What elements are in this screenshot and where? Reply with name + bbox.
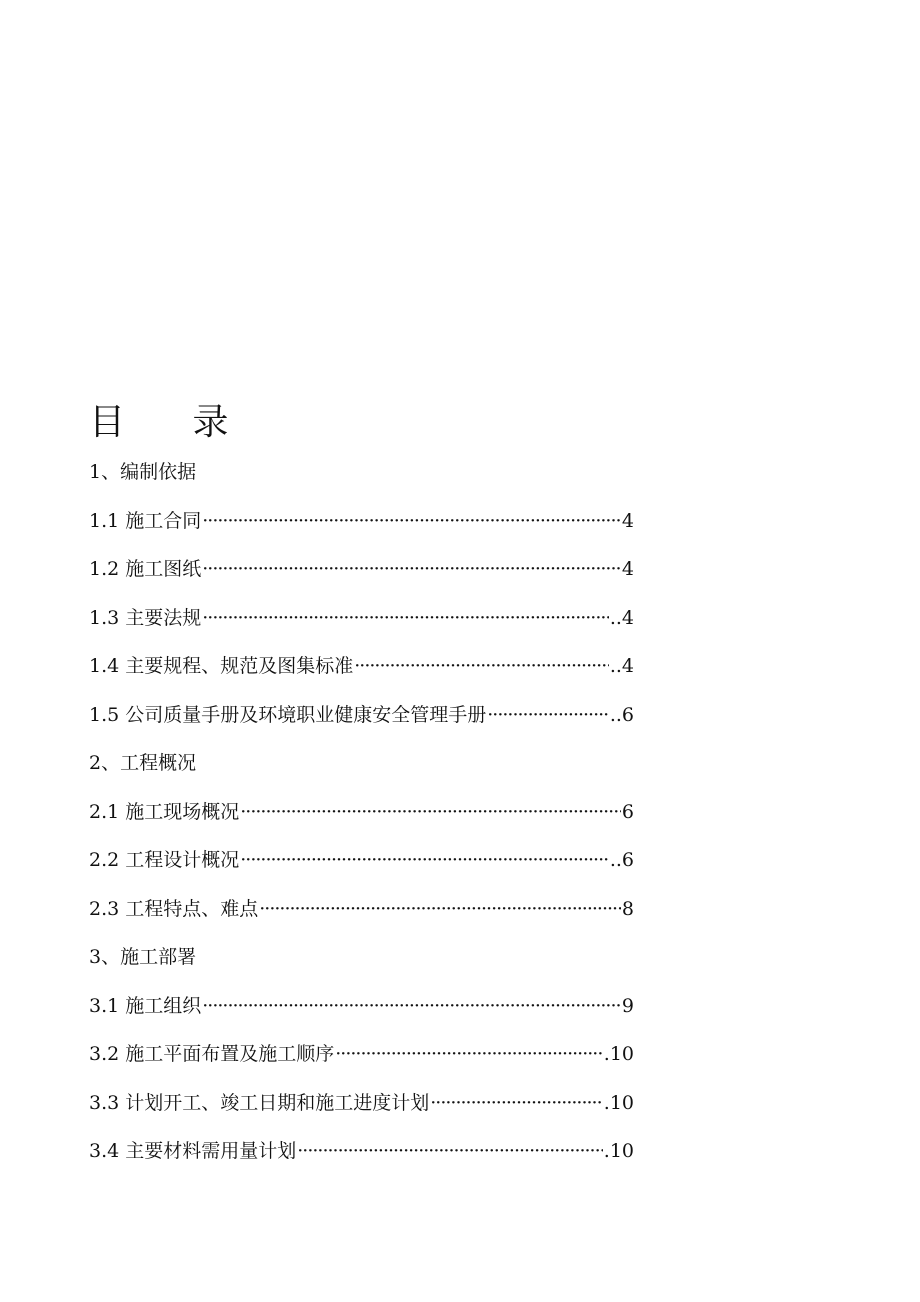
toc-dot-leader: [240, 788, 621, 837]
toc-dot-leader: [354, 642, 609, 691]
toc-entry[interactable]: [89, 691, 634, 740]
toc-dot-leader: [202, 545, 621, 594]
toc-page-number: 6: [621, 800, 634, 823]
toc-page-number: ..6: [609, 703, 634, 726]
toc-section-label: 1、编制依据: [89, 461, 197, 483]
toc-section-heading: [89, 448, 649, 497]
toc-dot-leader: [259, 885, 621, 934]
toc-entry[interactable]: [89, 1030, 634, 1079]
toc-page-number: ..4: [609, 655, 634, 677]
toc-entry-label: 1.1 施工合同: [89, 509, 202, 532]
toc-page-number: .10: [603, 1091, 634, 1114]
toc-entry[interactable]: [89, 1127, 634, 1176]
toc-entry[interactable]: [89, 1079, 634, 1128]
toc-page-number: 9: [621, 994, 634, 1017]
toc-page-number: ..4: [609, 606, 634, 629]
toc-section-heading: [89, 933, 649, 982]
toc-entry-label: 1.4 主要规程、规范及图集标准: [89, 655, 354, 677]
toc-entry[interactable]: [89, 594, 634, 643]
toc-dot-leader: [487, 691, 609, 740]
toc-page-number: 8: [621, 897, 634, 920]
toc-dot-leader: [202, 594, 609, 643]
toc-dot-leader: [335, 1030, 603, 1079]
toc-entry[interactable]: [89, 545, 634, 594]
toc-entry[interactable]: [89, 885, 634, 934]
toc-entry-label: 2.1 施工现场概况: [89, 800, 240, 823]
toc-entry-label: 3.2 施工平面布置及施工顺序: [89, 1043, 335, 1065]
toc-entry-label: 3.3 计划开工、竣工日期和施工进度计划: [89, 1091, 430, 1114]
toc-entry-label: 2.2 工程设计概况: [89, 849, 240, 871]
toc-title: 目 录: [89, 402, 257, 443]
toc-dot-leader: [297, 1127, 603, 1176]
toc-entry-label: 3.4 主要材料需用量计划: [89, 1140, 297, 1162]
toc-entry-label: 1.2 施工图纸: [89, 558, 202, 580]
toc-entry-label: 1.5 公司质量手册及环境职业健康安全管理手册: [89, 703, 487, 726]
toc-dot-leader: [430, 1079, 603, 1128]
toc-section-label: 3、施工部署: [89, 946, 197, 968]
toc-page-number: 4: [621, 558, 634, 580]
toc-entry[interactable]: [89, 497, 634, 546]
toc-list: [89, 448, 649, 1176]
toc-entry-label: 2.3 工程特点、难点: [89, 897, 259, 920]
toc-section-heading: [89, 739, 649, 788]
toc-entry-label: 1.3 主要法规: [89, 606, 202, 629]
toc-dot-leader: [202, 982, 621, 1031]
toc-entry[interactable]: [89, 788, 634, 837]
toc-entry[interactable]: [89, 836, 634, 885]
toc-page-number: ..6: [609, 849, 634, 871]
table-of-contents: [89, 398, 649, 1176]
toc-page-number: 4: [621, 509, 634, 532]
toc-entry-label: 3.1 施工组织: [89, 994, 202, 1017]
toc-page-number: .10: [603, 1043, 634, 1065]
toc-entry[interactable]: [89, 642, 634, 691]
toc-dot-leader: [240, 836, 609, 885]
toc-entry[interactable]: [89, 982, 634, 1031]
toc-dot-leader: [202, 497, 621, 546]
toc-section-label: 2、工程概况: [89, 752, 197, 774]
toc-page-number: .10: [603, 1140, 634, 1162]
